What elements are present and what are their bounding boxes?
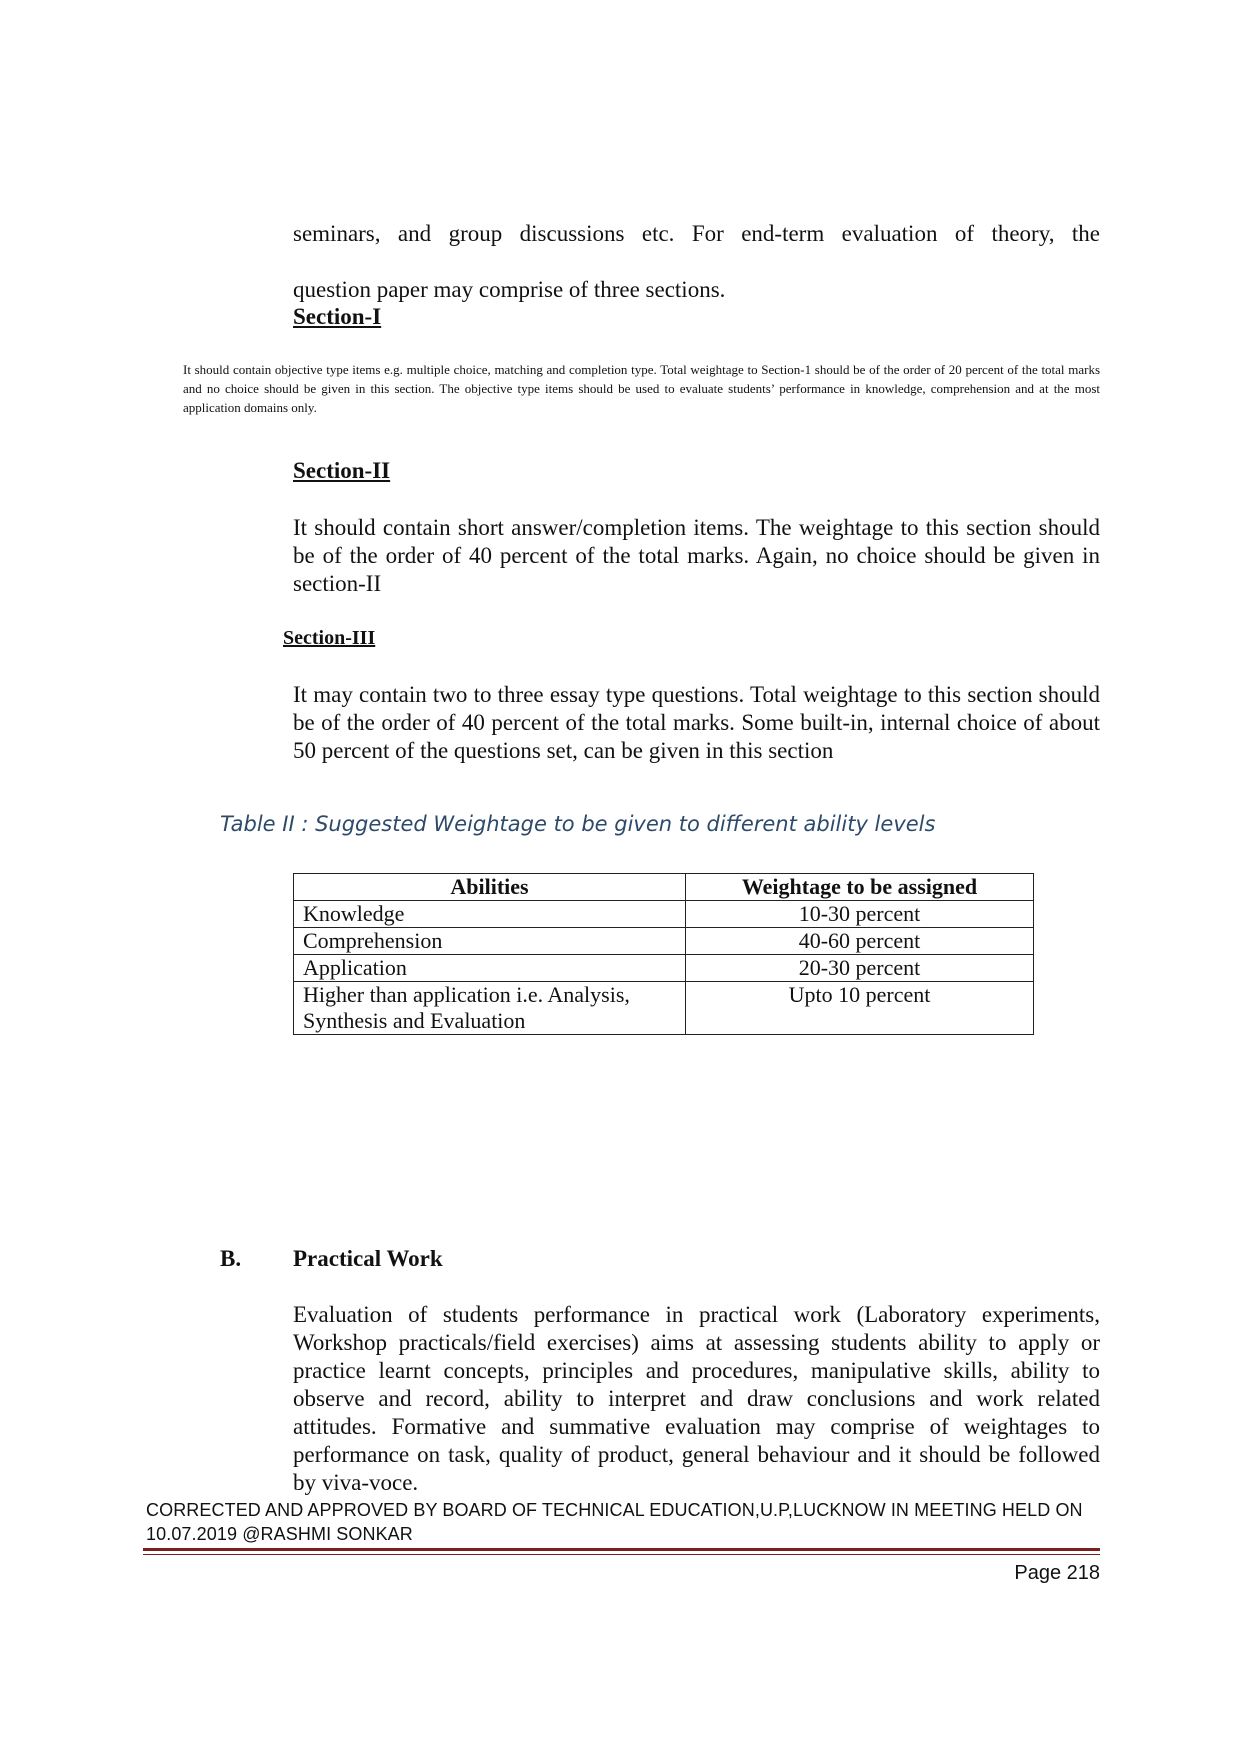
practical-heading: Practical Work <box>293 1246 443 1271</box>
footer-rule-thin <box>143 1554 1100 1555</box>
table-row <box>294 928 1034 955</box>
table-row <box>294 901 1034 928</box>
intro-line-2: question paper may comprise of three sections. <box>293 277 726 302</box>
section-1-heading: Section-I <box>293 304 382 329</box>
ability-cell: Knowledge <box>294 901 686 928</box>
column-header-weightage: Weightage to be assigned <box>686 874 1034 901</box>
footer-line-2: 10.07.2019 @RASHMI SONKAR <box>146 1524 413 1544</box>
weightage-cell: 20-30 percent <box>686 955 1034 982</box>
footer-line-1: CORRECTED AND APPROVED BY BOARD OF TECHNICAL EDUCATION,U.P,LUCKNOW IN MEETING HELD ON <box>146 1500 1083 1520</box>
intro-paragraph <box>293 220 1100 304</box>
table-caption: Table II : Suggested Weightage to be given to different ability levels <box>220 812 936 836</box>
footer-approval <box>146 1498 1106 1546</box>
section-3-text: It may contain two to three essay type questions. Total weightage to this section should be of the order of 40 percent of the total marks. Some built-in, internal choice of about 50 percent of the questions set, can be given in this section <box>293 682 1100 763</box>
page-number: Page 218 <box>1014 1562 1100 1584</box>
section-2-heading: Section-II <box>293 458 391 483</box>
intro-line-1: seminars, and group discussions etc. For end-term evaluation of theory, the <box>293 221 1100 246</box>
practical-text: Evaluation of students performance in practical work (Laboratory experiments, Workshop practicals/field exercises) aims at assessing students ability to apply or practice learnt concepts, principles and procedures, manipulative skills, ability to observe and record, ability to interpret and draw conclusions and work related attitudes. Formative and summative evaluation may comprise of weightages to performance on task, quality of product, general behaviour and it should be followed by viva-voce. <box>293 1302 1100 1495</box>
ability-cell: Comprehension <box>294 928 686 955</box>
table-row <box>294 955 1034 982</box>
table-header-row <box>294 874 1034 901</box>
ability-cell: Higher than application i.e. Analysis, Synthesis and Evaluation <box>294 982 686 1035</box>
weightage-table <box>293 873 1034 1035</box>
weightage-cell: 10-30 percent <box>686 901 1034 928</box>
ability-cell: Application <box>294 955 686 982</box>
weightage-cell: Upto 10 percent <box>686 982 1034 1035</box>
table-row <box>294 982 1034 1035</box>
section-3-heading: Section-III <box>283 627 376 649</box>
footer-rule-thick <box>143 1548 1100 1551</box>
weightage-cell: 40-60 percent <box>686 928 1034 955</box>
section-2-text: It should contain short answer/completion items. The weightage to this section should be of the order of 40 percent of the total marks. Again, no choice should be given in section-II <box>293 515 1100 596</box>
practical-marker: B. <box>220 1246 242 1271</box>
section-1-text: It should contain objective type items e.g. multiple choice, matching and completion type. Total weightage to Section-1 should be of the order of 20 percent of the total marks and no choice should be given in this section. The objective type items should be used to evaluate students’ performance in knowledge, comprehension and at the most application domains only. <box>183 362 1100 415</box>
column-header-abilities: Abilities <box>294 874 686 901</box>
